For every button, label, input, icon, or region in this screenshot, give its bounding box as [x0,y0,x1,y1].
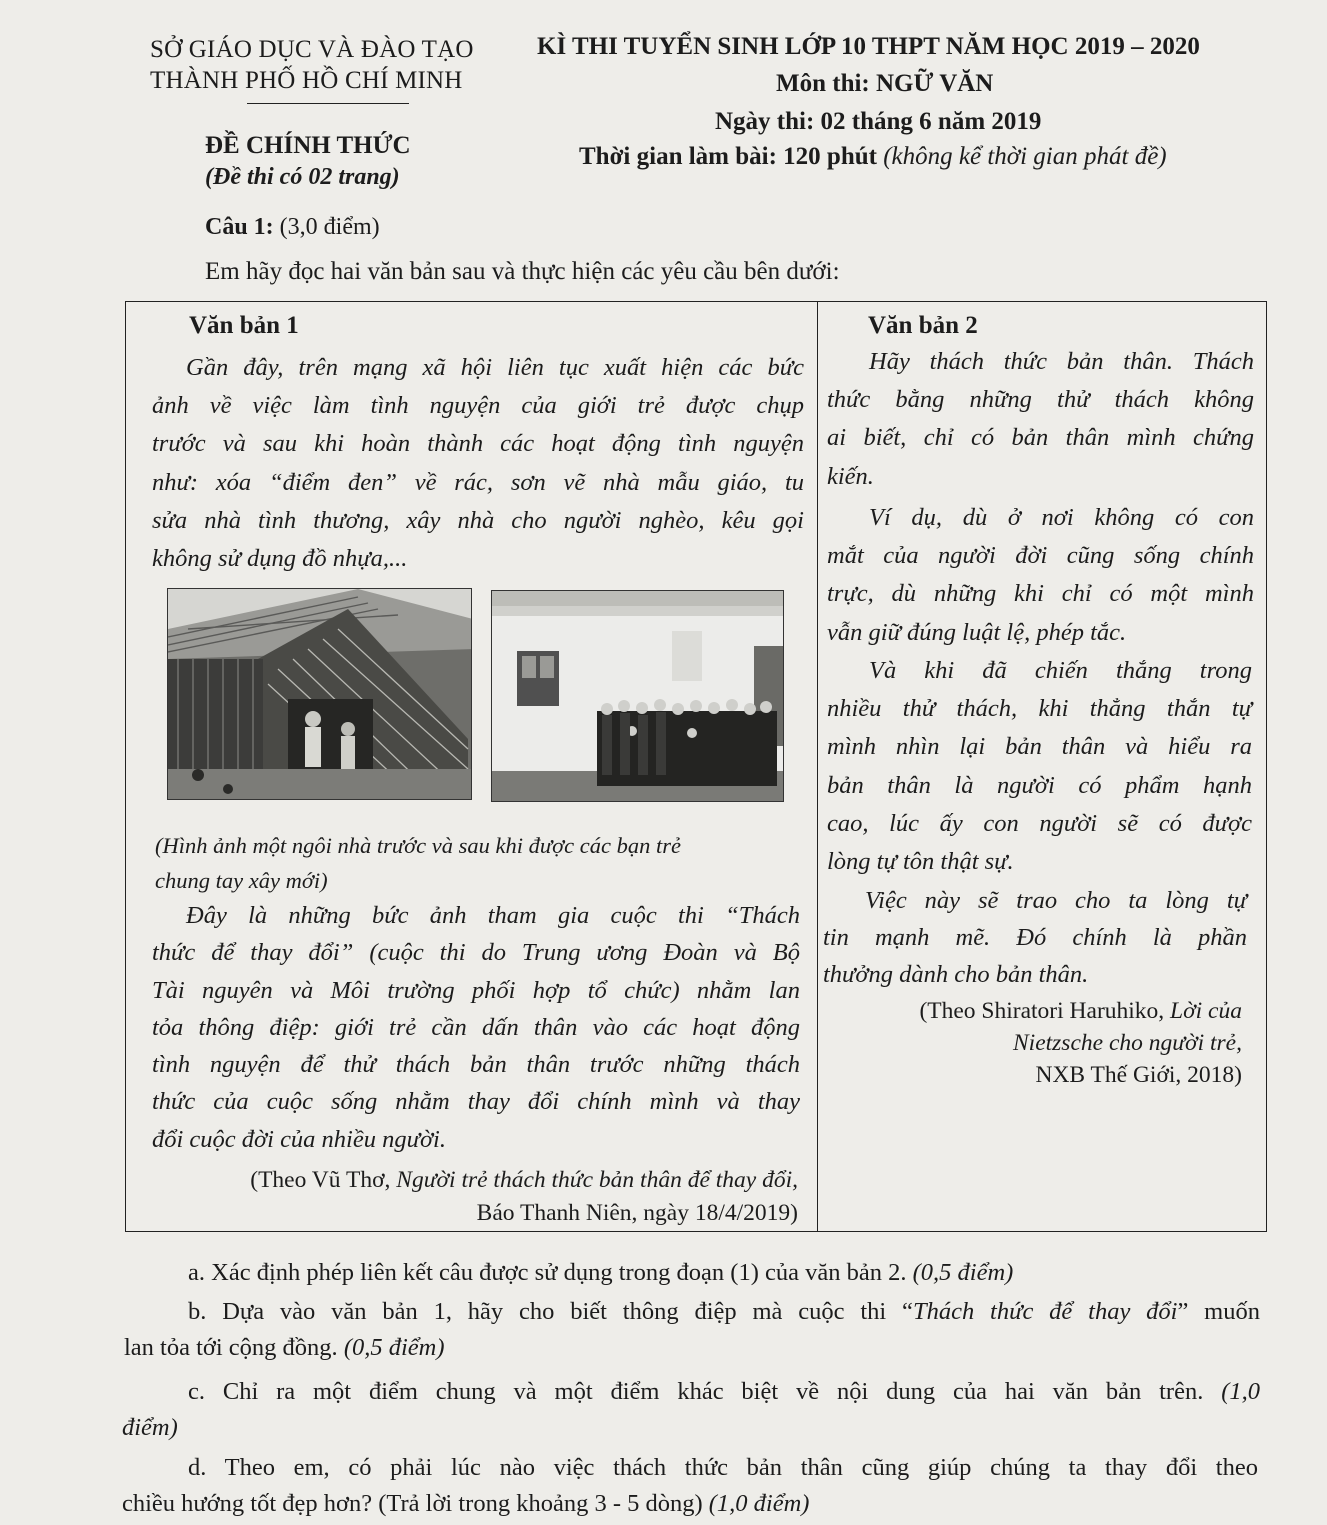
text1-p2-line: tỏa thông điệp: giới trẻ cần dấn thân vào các hoạt động [152,1013,800,1041]
requirement-c-points-part2: điểm) [122,1414,178,1441]
requirement-d-line2 [122,1486,1258,1522]
text2-p3-line: mình nhìn lại bản thân và hiểu ra [827,733,1252,761]
text2-citation-line3: NXB Thế Giới, 2018) [1035,1062,1242,1088]
text1-p1-line: không sử dụng đồ nhựa,... [152,545,408,573]
requirement-d-points: (1,0 điểm) [708,1490,810,1517]
exam-date: Ngày thi: 02 tháng 6 năm 2019 [715,108,1042,135]
text1-p2-line: thức để thay đổi” (cuộc thi do Trung ương Đoàn và Bộ [152,939,800,967]
text2-p4-line: Việc này sẽ trao cho ta lòng tự [865,887,1247,914]
photo-caption-line: (Hình ảnh một ngôi nhà trước và sau khi được các bạn trẻ [155,833,681,858]
text2-p1-line: thức bằng những thử thách không [827,386,1254,414]
requirement-b-points: (0,5 điểm) [343,1334,445,1361]
text2-citation-prefix: (Theo Shiratori Haruhiko, [919,998,1171,1024]
requirement-d-line1: d. Theo em, có phải lúc nào việc thách thức bản thân cũng giúp chúng ta thay đổi theo [188,1454,1258,1481]
text2-heading: Văn bản 2 [868,312,978,339]
text1-p2-line: Tài nguyên và Môi trường phối hợp tổ chức) nhằm lan [152,976,800,1004]
department-line2: THÀNH PHỐ HỒ CHÍ MINH [150,67,463,94]
text2-p3-line: cao, lúc ấy con người sẽ có được [827,809,1252,837]
text2-p2-line: vẫn giữ đúng luật lệ, phép tắc. [827,618,1127,646]
text1-p1-line: Gần đây, trên mạng xã hội liên tục xuất hiện các bức [186,354,804,381]
exam-duration-note: (không kể thời gian phát đề) [883,143,1167,170]
text2-paragraph1 [827,343,1254,496]
text2-paragraph3 [827,652,1252,881]
text1-heading: Văn bản 1 [189,312,299,339]
requirement-b-end: ” muốn [1177,1298,1260,1325]
text2-citation-line1 [827,995,1242,1027]
text2-p3-line: nhiều thử thách, khi thẳng thắn tự [827,695,1252,723]
table-divider [817,301,818,1232]
exam-duration: Thời gian làm bài: 120 phút [579,143,877,170]
text2-citation-title: Lời của [1170,998,1242,1024]
requirement-b [124,1294,1260,1366]
photo-caption [155,828,805,898]
question1-heading [205,214,380,241]
exam-title: KÌ THI TUYỂN SINH LỚP 10 THPT NĂM HỌC 2019 – 2020 [537,33,1200,60]
text2-p2-line: mắt của người đời cũng sống chính [827,542,1254,570]
requirement-d-line2-text: chiều hướng tốt đẹp hơn? (Trả lời trong khoảng 3 - 5 dòng) [122,1490,703,1517]
department-line1: SỞ GIÁO DỤC VÀ ĐÀO TẠO [150,36,474,63]
text2-p3-line: Và khi đã chiến thắng trong [869,657,1252,684]
exam-subject: Môn thi: NGỮ VĂN [776,70,994,97]
text2-citation-line2: Nietzsche cho người trẻ, [1013,1030,1242,1056]
text1-paragraph2 [152,897,800,1158]
text1-p1-line: sửa nhà tình thương, xây nhà cho người nghèo, kêu gọi [152,506,804,534]
requirement-b-contest-title: Thách thức để thay đổi [912,1298,1178,1325]
requirement-d [122,1450,1258,1522]
requirement-a-text: a. Xác định phép liên kết câu được sử dụng trong đoạn (1) của văn bản 2. [188,1259,907,1286]
text1-citation-title: Người trẻ thách thức bản thân để thay đổi, [396,1167,798,1193]
text1-paragraph1 [152,349,804,578]
photo-caption-line: chung tay xây mới) [155,868,328,893]
text1-p1-line: như: xóa “điểm đen” về rác, sơn vẽ nhà mẫu giáo, tu [152,468,804,496]
text2-paragraph4 [823,882,1247,993]
text1-citation-line2: Báo Thanh Niên, ngày 18/4/2019) [476,1200,798,1226]
requirement-c-text: c. Chỉ ra một điểm chung và một điểm khác biệt về nội dung của hai văn bản trên. [188,1378,1204,1405]
exam-duration-line [579,143,1167,171]
photo-after [491,590,784,802]
old-hut-illustration [168,589,472,800]
text2-p2-line: trực, dù những khi chỉ có một mình [827,580,1254,608]
text2-p2-line: Ví dụ, dù ở nơi không có con [869,504,1254,531]
new-house-illustration [492,591,784,802]
text2-p3-line: lòng tự tôn thật sự. [827,848,1014,876]
text2-p1-line: Hãy thách thức bản thân. Thách [869,348,1254,375]
text1-p2-line: Đây là những bức ảnh tham gia cuộc thi “Thách [186,902,800,929]
text2-citation [827,995,1242,1091]
requirement-a [188,1259,1013,1287]
requirement-b-start: b. Dựa vào văn bản 1, hãy cho biết thông điệp mà cuộc thi “ [188,1298,913,1325]
header-underline [247,103,409,104]
photo-before [167,588,472,800]
text2-p4-line: tin mạnh mẽ. Đó chính là phần [823,924,1247,951]
requirement-a-points: (0,5 điểm) [912,1259,1014,1286]
text2-p1-line: kiến. [827,462,874,490]
question1-intro: Em hãy đọc hai văn bản sau và thực hiện các yêu cầu bên dưới: [205,258,840,285]
text1-p2-line: tình nguyện để thử thách bản thân trước những thách [152,1051,800,1079]
text1-citation-line1 [150,1164,798,1197]
text1-citation-prefix: (Theo Vũ Thơ, [250,1167,397,1193]
official-label: ĐỀ CHÍNH THỨC [205,132,411,159]
text2-p1-line: ai biết, chỉ có bản thân mình chứng [827,424,1254,452]
requirement-c-points-part1: (1,0 [1221,1378,1260,1405]
question1-title: Câu 1: [205,214,274,240]
text1-p1-line: ảnh về việc làm tình nguyện của giới trẻ được chụp [152,392,804,420]
requirement-b-line2 [124,1330,1260,1366]
text1-citation [150,1164,798,1230]
text2-p3-line: bản thân là người có phẩm hạnh [827,771,1252,799]
text1-p2-line: thức của cuộc sống nhằm thay đổi chính mình và thay [152,1088,800,1116]
requirement-c-line1 [122,1374,1260,1410]
requirement-b-line1 [124,1294,1260,1330]
requirement-c [122,1374,1260,1446]
question1-points: (3,0 điểm) [279,214,380,240]
text2-paragraph2 [827,499,1254,652]
text1-p2-line: đổi cuộc đời của nhiều người. [152,1125,446,1153]
text1-p1-line: trước và sau khi hoàn thành các hoạt động tình nguyện [152,430,804,458]
text2-p4-line: thưởng dành cho bản thân. [823,961,1089,988]
pages-note: (Đề thi có 02 trang) [205,164,400,190]
requirement-b-line2-text: lan tỏa tới cộng đồng. [124,1334,338,1361]
